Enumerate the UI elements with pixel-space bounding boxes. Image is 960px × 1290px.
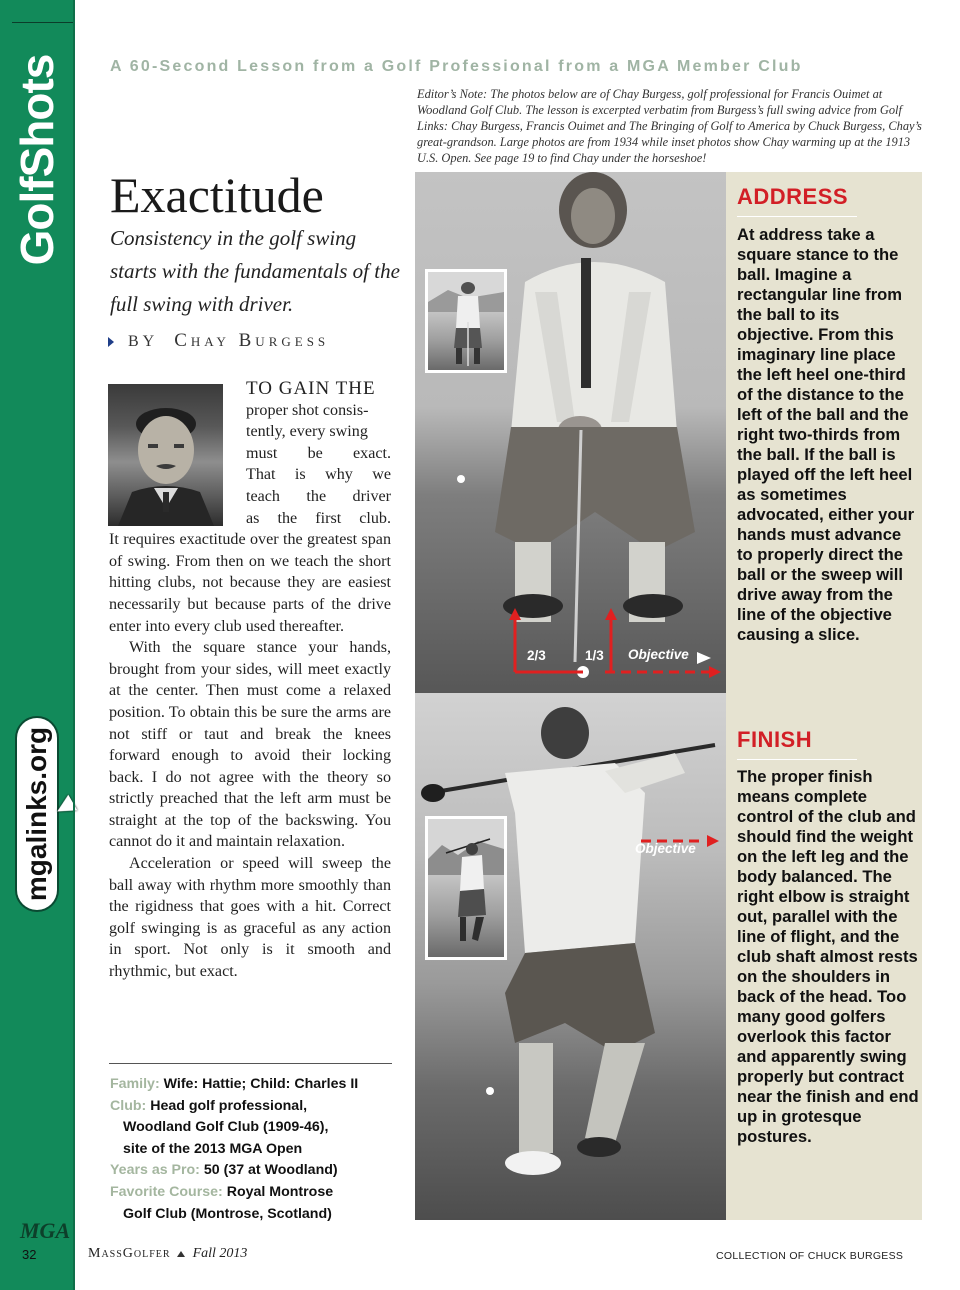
finish-heading: FINISH: [737, 727, 813, 752]
fact-years: [110, 1160, 400, 1182]
fact-value: Woodland Golf Club (1909-46),: [123, 1119, 329, 1136]
finish-text: The proper finish means complete control of the club and should find the weight on the left leg and the body balanced. The right elbow is straight out, parallel with the line of flight, and the club shaft almost rests on the shoulders in back of the head. Too many good golfers overlook this factor and apparently swing properly but contract near the finish and end up in grotesque postures.: [737, 767, 919, 1146]
fact-value: Golf Club (Montrose, Scotland): [123, 1205, 332, 1222]
byline: [108, 330, 329, 352]
body-paragraph: It requires exactitude over the greatest span of swing. From then on we teach the short hitting clubs, not because they are easiest necessarily but because parts of the drive enter into every club used thereafter.: [109, 531, 391, 635]
byline-prefix: BY: [128, 333, 159, 350]
finish-inset-figure: [428, 819, 504, 957]
body-lead-in: TO GAIN THE: [246, 378, 376, 399]
mga-logo: MGA: [20, 1218, 71, 1243]
band-divider: [73, 0, 75, 1290]
site-url-badge[interactable]: [17, 718, 57, 910]
finish-photo: [415, 693, 726, 1220]
caret-icon: [177, 1251, 185, 1257]
address-text: At address take a square stance to the ball. Imagine a rectangular line from the ball to its objective. From this imaginary line place the left heel one-third of the distance to the left of the ball and the right two-thirds from the ball. If the ball is played off the left heel as sometimes advocated, either your hands must advance to properly direct the ball or the sweep will drive away from the line of the objective causing a slice.: [737, 225, 915, 644]
article-body: [109, 378, 391, 983]
finish-heading-rule: [737, 759, 857, 760]
body-line: That is why we: [246, 466, 391, 484]
photo-credit: COLLECTION OF CHUCK BURGESS: [716, 1250, 904, 1262]
issue-label: Fall 2013: [192, 1246, 248, 1261]
section-band: [0, 0, 75, 1290]
finish-inset-photo: [425, 816, 507, 960]
fact-value: Head golf professional,: [150, 1097, 308, 1114]
fact-label: Years as Pro:: [110, 1162, 200, 1179]
body-line: as the first club.: [246, 509, 391, 527]
fact-label: Club:: [110, 1097, 147, 1114]
fact-label: Family:: [110, 1076, 160, 1092]
fact-club: [110, 1096, 400, 1118]
fact-course: [110, 1182, 400, 1204]
facts-divider: [109, 1063, 392, 1064]
section-tab: [0, 0, 75, 300]
body-line: must be exact.: [246, 444, 391, 462]
address-photo: [415, 172, 726, 693]
page-number: 32: [22, 1247, 37, 1262]
one-third-label: 1/3: [585, 648, 604, 663]
article-title: Exactitude: [110, 167, 324, 223]
address-golfer-figure: [415, 172, 726, 693]
editors-note: Editor’s Note: The photos below are of Chay Burgess, golf professional for Francis Ouimet at Woodland Golf Club. The lesson is excerpted verbatim from Burgess’s full swing advice from Golf Links: Chay Burgess, Francis Ouimet and The Bringing of Golf to America by Chuck Burgess, Chay’s great-grandson. Large photos are from 1934 while inset photos show Chay warming up at the 1913 U.S. Open. See page 19 to find Chay under the horseshoe!: [417, 87, 922, 165]
section-tab-label: GolfShots: [11, 54, 63, 266]
byline-name: Chay Burgess: [174, 330, 330, 351]
article-deck: Consistency in the golf swing starts with the fundamentals of the full swing with driver.: [110, 226, 400, 316]
body-line: teach the driver: [246, 487, 391, 505]
fact-value: Royal Montrose: [226, 1183, 334, 1200]
site-url-label[interactable]: mgalinks.org: [21, 726, 52, 902]
objective-label-finish: Objective: [635, 841, 696, 856]
address-inset-photo: [425, 269, 507, 373]
fact-family: [110, 1074, 400, 1096]
byline-bullet-icon: [108, 337, 114, 347]
fact-value: 50 (37 at Woodland): [203, 1162, 338, 1179]
body-line: proper shot consis-: [246, 401, 369, 419]
body-line: tently, every swing: [246, 423, 368, 441]
instruction-sidebar: [726, 172, 922, 1220]
kicker: A 60-Second Lesson from a Golf Professional from a MGA Member Club: [110, 58, 803, 75]
magazine-name: MassGolfer: [88, 1246, 171, 1261]
fact-value: site of the 2013 MGA Open: [123, 1140, 303, 1157]
address-inset-figure: [428, 272, 504, 370]
fact-label: Favorite Course:: [110, 1183, 223, 1200]
fact-value: Wife: Hattie; Child: Charles II: [163, 1076, 359, 1092]
two-thirds-label: 2/3: [527, 648, 546, 663]
address-heading-rule: [737, 216, 857, 217]
body-paragraph: Acceleration or speed will sweep the ball away with rhythm more smoothly than the rigidness that goes with a hit. Correct golf swinging is as graceful as any action in sport. Not only is it smooth and rhythmic, but exact.: [109, 855, 391, 981]
objective-label: Objective: [628, 647, 689, 662]
body-paragraph: With the square stance your hands, brought from your sides, will meet exactly at the center. Then must come a relaxed position. To obtain this be sure the arms are not stiff or taut and break the knees forward enough to avoid their locking back. I do not agree with the theory so strictly preached that the left arm must be straight at the top of the backswing. You cannot do it and maintain relaxation.: [109, 639, 391, 851]
bio-facts: [110, 1074, 400, 1225]
address-heading: ADDRESS: [737, 184, 849, 209]
magazine-footer: [88, 1246, 247, 1262]
